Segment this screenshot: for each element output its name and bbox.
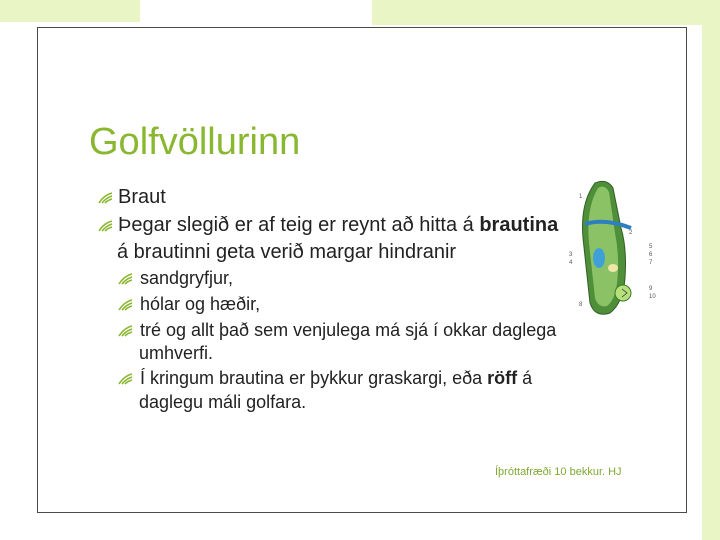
diagram-label: 8 [579,302,583,308]
sub-bullet-text: tré og allt það sem venjulega má sjá í okkar daglega [140,320,557,340]
bullet-bold-text: brautina [479,214,559,236]
diagram-label: 10 [649,294,656,300]
signal-wave-icon [118,299,134,311]
decor-band-top [372,0,720,25]
diagram-label: 2 [629,230,633,236]
bullet-braut [98,186,166,209]
diagram-label: 1 [579,194,583,200]
sub-bullet-text: sandgryfjur, [140,268,234,288]
bullet-continuation: á brautinni geta verið margar hindranir [117,241,457,263]
diagram-label: 5 [649,244,653,250]
diagram-label: 7 [649,260,653,266]
decor-band-right [702,0,720,540]
sub-bullet-text-post: á [517,368,533,388]
sub-bullet-continuation: daglegu máli golfara. [139,392,307,412]
diagram-label: 3 [569,252,573,258]
sub-bullet-hills [118,294,260,315]
diagram-label: 4 [569,260,573,266]
decor-band-left [0,0,140,22]
signal-wave-icon [98,192,114,204]
sub-bullet-text: Í kringum brautina er þykkur graskargi, eða [140,368,488,388]
sub-bullet-rough [118,368,532,389]
signal-wave-icon [118,373,134,385]
signal-wave-icon [118,273,134,285]
bullet-text: Braut [118,186,166,208]
sub-bullet-continuation: umhverfi. [139,343,214,363]
slide-title: Golfvöllurinn [89,121,301,163]
signal-wave-icon [98,220,114,232]
sub-bullet-text: hólar og hæðir, [140,294,261,314]
sub-bullet-sand [118,268,233,289]
slide-footer: Íþróttafræði 10 bekkur. HJ [495,466,622,478]
sub-bullet-trees [118,320,556,341]
diagram-label: 6 [649,252,653,258]
bullet-tee-shot [98,214,558,237]
sub-bullet-bold-text: röff [487,368,518,388]
bullet-text: Þegar slegið er af teig er reynt að hitta á [118,214,480,236]
golf-hole-diagram [565,178,665,328]
diagram-label: 9 [649,286,653,292]
signal-wave-icon [118,325,134,337]
